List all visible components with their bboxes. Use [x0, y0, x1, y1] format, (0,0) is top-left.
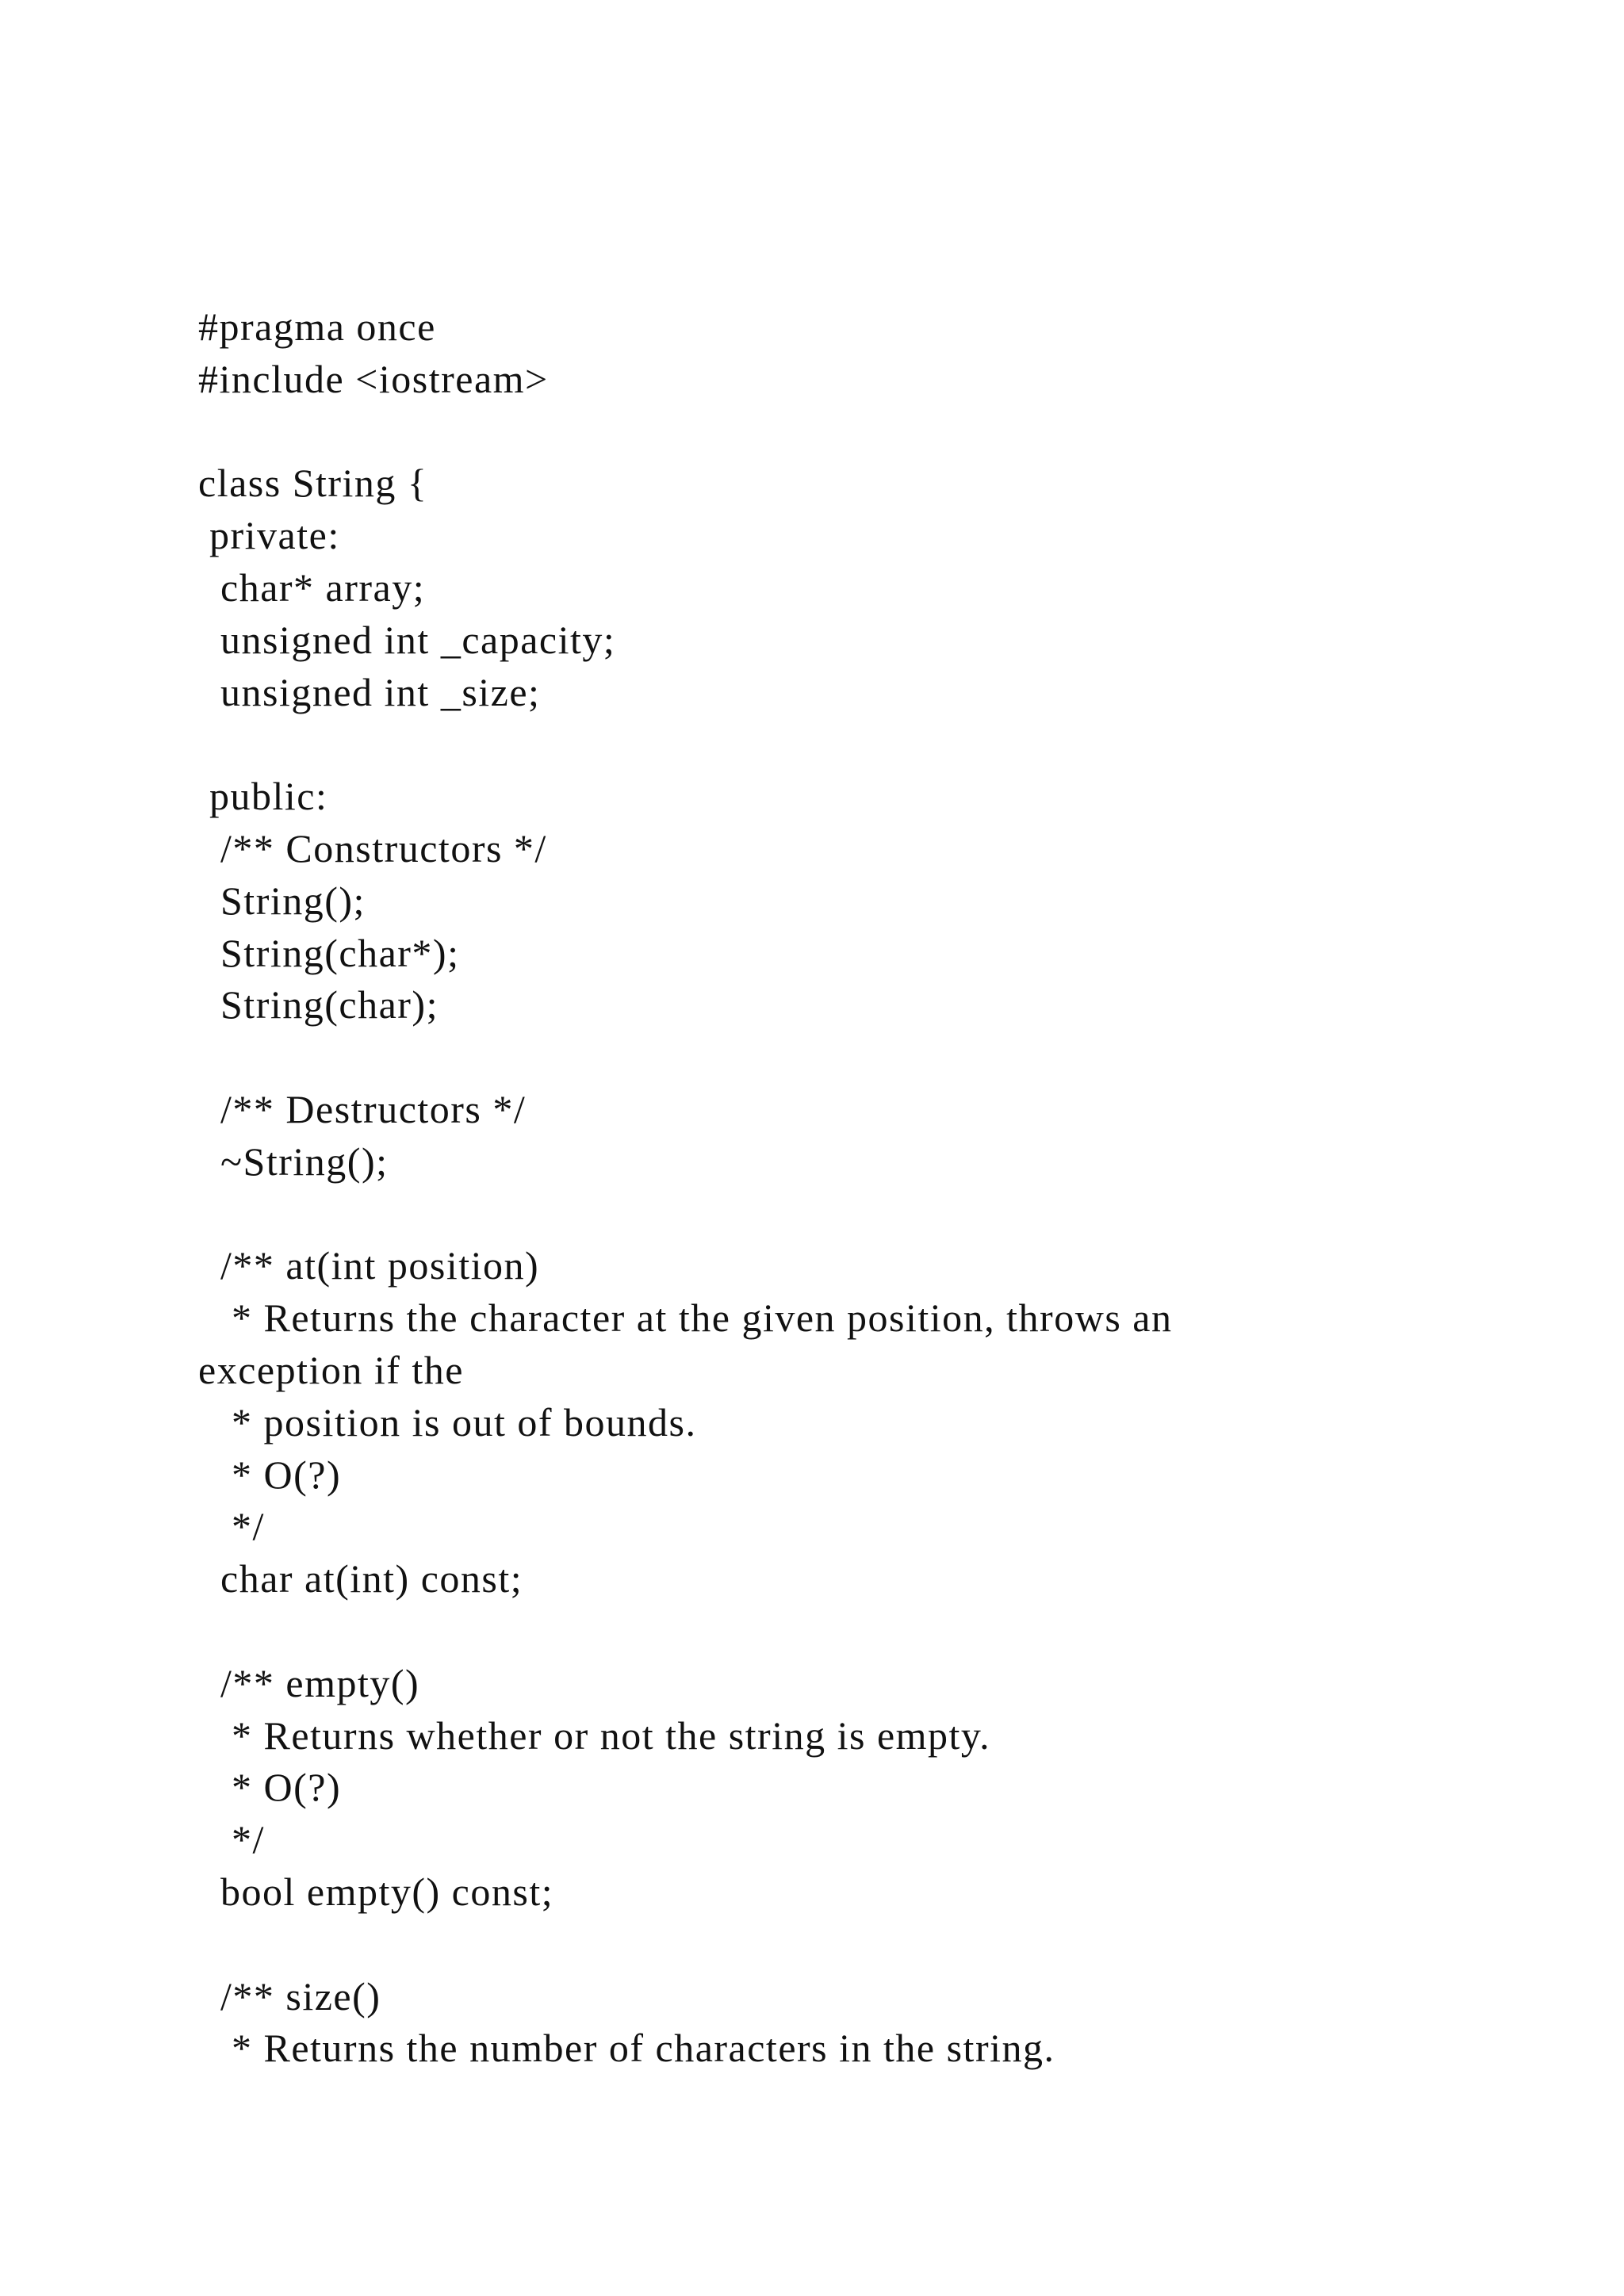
code-line: * Returns whether or not the string is empty. [198, 1712, 991, 1758]
code-line: bool empty() const; [198, 1869, 554, 1914]
code-line: public: [198, 774, 328, 819]
code-line: #include <iostream> [198, 356, 549, 401]
code-line: /** at(int position) [198, 1243, 540, 1288]
code-line: String(); [198, 878, 366, 923]
code-line: /** Constructors */ [198, 825, 547, 871]
code-line: exception if the [198, 1347, 464, 1392]
code-line: * O(?) [198, 1452, 342, 1497]
code-line [198, 1605, 1530, 1658]
code-line: unsigned int _capacity; [198, 617, 616, 662]
code-line: * position is out of bounds. [198, 1399, 697, 1445]
code-line: String(char*); [198, 930, 460, 975]
code-text-block [198, 301, 1530, 2075]
code-line: char at(int) const; [198, 1556, 523, 1601]
code-line: */ [198, 1817, 265, 1862]
code-line: unsigned int _size; [198, 669, 541, 714]
code-line: private: [198, 513, 340, 558]
code-line: * Returns the number of characters in the string. [198, 2026, 1055, 2071]
code-line: /** Destructors */ [198, 1086, 527, 1131]
code-line: #pragma once [198, 304, 436, 349]
code-line [198, 718, 1530, 771]
code-line: * Returns the character at the given position, throws an [198, 1295, 1173, 1341]
code-line: /** empty() [198, 1660, 420, 1705]
code-line [198, 1031, 1530, 1084]
code-line: class String { [198, 461, 428, 506]
code-line: * O(?) [198, 1765, 342, 1810]
code-line: /** size() [198, 1973, 381, 2019]
code-line [198, 1919, 1530, 1971]
code-line: */ [198, 1504, 265, 1549]
code-line: char* array; [198, 564, 426, 610]
code-line [198, 406, 1530, 458]
code-line: ~String(); [198, 1138, 389, 1184]
code-line: String(char); [198, 982, 439, 1027]
code-line [198, 1188, 1530, 1241]
